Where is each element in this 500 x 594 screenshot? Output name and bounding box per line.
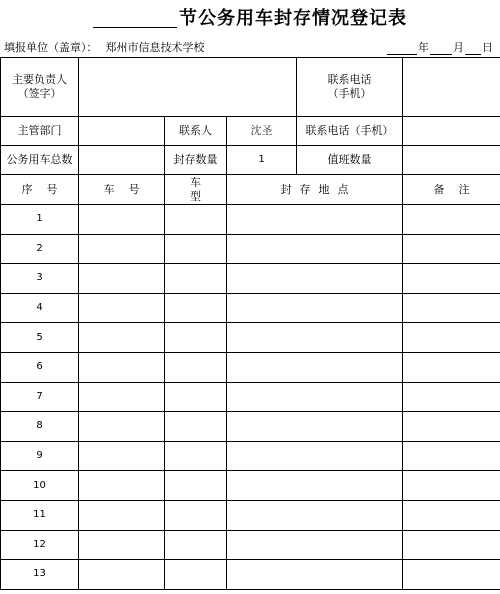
mobile-label: （手机） bbox=[327, 87, 372, 100]
signature-label: （签字） bbox=[17, 87, 62, 100]
remark-cell[interactable] bbox=[403, 441, 500, 471]
reporting-unit-name: 郑州市信息技术学校 bbox=[105, 41, 205, 54]
table-row bbox=[1, 234, 500, 264]
plate-cell[interactable] bbox=[79, 205, 165, 235]
plate-cell[interactable] bbox=[79, 323, 165, 353]
total-vehicles-value-cell[interactable] bbox=[79, 146, 165, 175]
reporting-unit bbox=[4, 39, 205, 55]
remark-cell[interactable] bbox=[403, 471, 500, 501]
location-cell[interactable] bbox=[227, 205, 403, 235]
contact-phone-label: 联系电话 bbox=[327, 73, 372, 86]
remark-cell[interactable] bbox=[403, 412, 500, 442]
model-cell[interactable] bbox=[165, 205, 227, 235]
row-seq: 11 bbox=[1, 500, 79, 530]
plate-cell[interactable] bbox=[79, 382, 165, 412]
table-row bbox=[1, 530, 500, 560]
duty-count-label: 值班数量 bbox=[297, 146, 403, 175]
col-header-location: 封存地点 bbox=[227, 175, 403, 205]
location-cell[interactable] bbox=[227, 441, 403, 471]
plate-cell[interactable] bbox=[79, 560, 165, 590]
model-cell[interactable] bbox=[165, 560, 227, 590]
table-row bbox=[1, 441, 500, 471]
model-cell[interactable] bbox=[165, 500, 227, 530]
table-row bbox=[1, 205, 500, 235]
contact-phone-mobile-label: 联系电话（手机） bbox=[297, 117, 403, 146]
table-row bbox=[1, 352, 500, 382]
table-row bbox=[1, 293, 500, 323]
model-cell[interactable] bbox=[165, 234, 227, 264]
plate-cell[interactable] bbox=[79, 352, 165, 382]
col-header-seq: 序号 bbox=[1, 175, 79, 205]
remark-cell[interactable] bbox=[403, 530, 500, 560]
table-row bbox=[1, 560, 500, 590]
plate-cell[interactable] bbox=[79, 471, 165, 501]
model-cell[interactable] bbox=[165, 412, 227, 442]
plate-cell[interactable] bbox=[79, 441, 165, 471]
duty-count-value-cell[interactable] bbox=[403, 146, 500, 175]
row-seq: 13 bbox=[1, 560, 79, 590]
plate-cell[interactable] bbox=[79, 530, 165, 560]
remark-cell[interactable] bbox=[403, 352, 500, 382]
model-cell[interactable] bbox=[165, 530, 227, 560]
sealed-count-label: 封存数量 bbox=[165, 146, 227, 175]
plate-cell[interactable] bbox=[79, 293, 165, 323]
totals-row bbox=[1, 146, 500, 175]
remark-cell[interactable] bbox=[403, 264, 500, 294]
model-cell[interactable] bbox=[165, 264, 227, 294]
responsible-row bbox=[1, 58, 500, 117]
remark-cell[interactable] bbox=[403, 382, 500, 412]
table-row bbox=[1, 500, 500, 530]
row-seq: 4 bbox=[1, 293, 79, 323]
model-cell[interactable] bbox=[165, 323, 227, 353]
department-row bbox=[1, 117, 500, 146]
reporting-unit-label: 填报单位（盖章）： bbox=[4, 41, 98, 54]
remark-cell[interactable] bbox=[403, 500, 500, 530]
dept-label: 主管部门 bbox=[1, 117, 79, 146]
table-row bbox=[1, 323, 500, 353]
location-cell[interactable] bbox=[227, 471, 403, 501]
row-seq: 3 bbox=[1, 264, 79, 294]
month-label: 月 bbox=[453, 41, 464, 54]
row-seq: 12 bbox=[1, 530, 79, 560]
col-header-model: 车型 bbox=[165, 175, 227, 205]
location-cell[interactable] bbox=[227, 560, 403, 590]
reporting-unit-row bbox=[0, 34, 500, 58]
table-row bbox=[1, 264, 500, 294]
report-date bbox=[387, 39, 494, 55]
remark-cell[interactable] bbox=[403, 293, 500, 323]
row-seq: 5 bbox=[1, 323, 79, 353]
table-row bbox=[1, 412, 500, 442]
location-cell[interactable] bbox=[227, 264, 403, 294]
row-seq: 10 bbox=[1, 471, 79, 501]
remark-cell[interactable] bbox=[403, 323, 500, 353]
location-cell[interactable] bbox=[227, 234, 403, 264]
total-vehicles-label: 公务用车总数 bbox=[1, 146, 79, 175]
model-cell[interactable] bbox=[165, 352, 227, 382]
contact-value[interactable]: 沈圣 bbox=[227, 117, 297, 146]
plate-cell[interactable] bbox=[79, 234, 165, 264]
title-blank-line[interactable] bbox=[93, 7, 177, 28]
column-header-row bbox=[1, 175, 500, 205]
plate-cell[interactable] bbox=[79, 264, 165, 294]
day-blank[interactable] bbox=[465, 42, 481, 55]
form-title-text: 节公务用车封存情况登记表 bbox=[179, 8, 407, 29]
vehicle-sealing-table bbox=[0, 57, 500, 590]
contact-phone-value-cell[interactable] bbox=[403, 117, 500, 146]
row-seq: 6 bbox=[1, 352, 79, 382]
col-header-plate: 车号 bbox=[79, 175, 165, 205]
responsible-phone-cell[interactable] bbox=[403, 58, 500, 117]
year-label: 年 bbox=[418, 41, 429, 54]
contact-label: 联系人 bbox=[165, 117, 227, 146]
row-seq: 8 bbox=[1, 412, 79, 442]
remark-cell[interactable] bbox=[403, 205, 500, 235]
col-header-remark: 备注 bbox=[403, 175, 500, 205]
location-cell[interactable] bbox=[227, 293, 403, 323]
dept-value-cell[interactable] bbox=[79, 117, 165, 146]
sealed-count-value[interactable]: 1 bbox=[227, 146, 297, 175]
row-seq: 1 bbox=[1, 205, 79, 235]
table-row bbox=[1, 382, 500, 412]
plate-cell[interactable] bbox=[79, 500, 165, 530]
responsible-label-cell bbox=[1, 58, 79, 117]
model-cell[interactable] bbox=[165, 441, 227, 471]
location-cell[interactable] bbox=[227, 352, 403, 382]
day-label: 日 bbox=[482, 41, 493, 54]
responsible-label: 主要负责人 bbox=[12, 73, 67, 86]
remark-cell[interactable] bbox=[403, 234, 500, 264]
row-seq: 9 bbox=[1, 441, 79, 471]
plate-cell[interactable] bbox=[79, 412, 165, 442]
location-cell[interactable] bbox=[227, 323, 403, 353]
year-blank[interactable] bbox=[387, 42, 417, 55]
remark-cell[interactable] bbox=[403, 560, 500, 590]
month-blank[interactable] bbox=[430, 42, 452, 55]
table-row bbox=[1, 471, 500, 501]
location-cell[interactable] bbox=[227, 412, 403, 442]
row-seq: 7 bbox=[1, 382, 79, 412]
location-cell[interactable] bbox=[227, 382, 403, 412]
location-cell[interactable] bbox=[227, 500, 403, 530]
contact-phone-label-cell bbox=[297, 58, 403, 117]
model-cell[interactable] bbox=[165, 471, 227, 501]
model-cell[interactable] bbox=[165, 382, 227, 412]
row-seq: 2 bbox=[1, 234, 79, 264]
model-cell[interactable] bbox=[165, 293, 227, 323]
form-title bbox=[0, 2, 500, 32]
location-cell[interactable] bbox=[227, 530, 403, 560]
responsible-signature-cell[interactable] bbox=[79, 58, 297, 117]
